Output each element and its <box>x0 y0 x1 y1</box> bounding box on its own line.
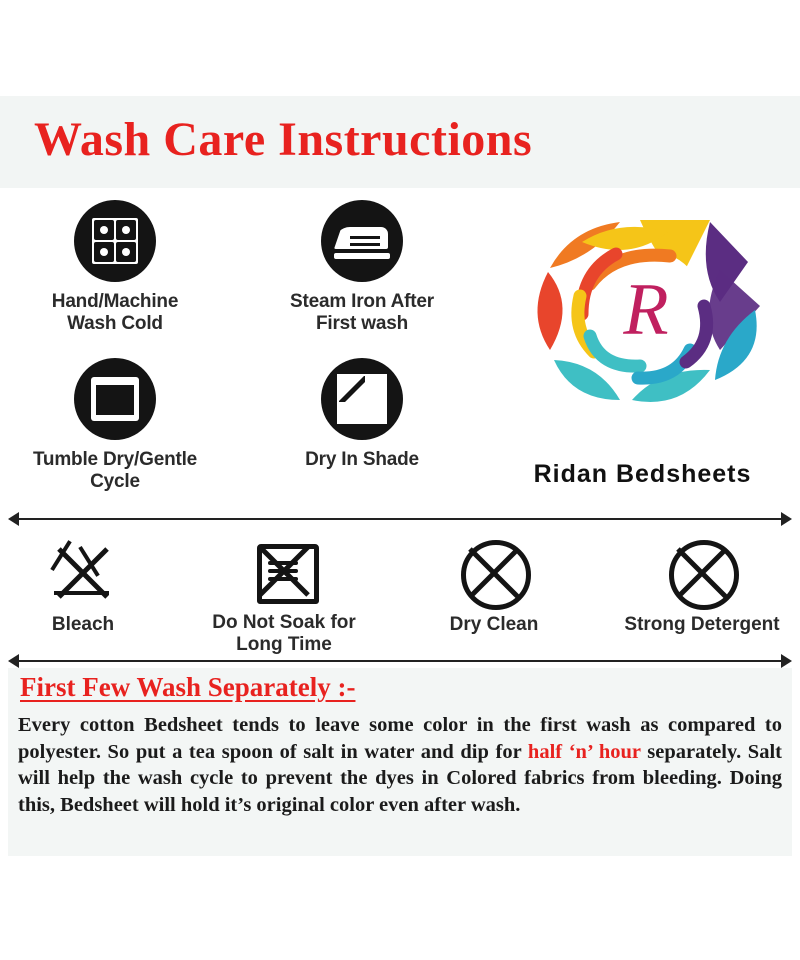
care-item-dry-in-shade <box>272 358 452 471</box>
care-item-steam-iron <box>272 200 452 335</box>
notice-title: First Few Wash Separately :- <box>20 672 356 702</box>
care-label-line1: Tumble Dry/Gentle <box>32 449 198 470</box>
notice-body-part2: separately. Salt will help the wash cycle to prevent the dyes in Colored fabrics from bleeding. Doing this, Bedsheet will hold it’s original color even after wash. <box>18 740 782 816</box>
tumble-dry-icon <box>74 358 156 440</box>
prohibited-item-bleach <box>18 540 148 636</box>
no-strong-detergent-icon <box>669 540 735 606</box>
page-title: Wash Care Instructions <box>34 113 533 166</box>
divider-arrow-top <box>8 512 792 526</box>
care-item-hand-machine-wash-cold <box>32 200 198 335</box>
notice-body-part1: Every cotton Bedsheet tends to leave some color in the first wash as compared to polyester. So put a tea spoon of salt in water and dip for <box>18 714 782 763</box>
prohibited-label-do-not-soak <box>198 612 370 656</box>
prohibited-item-strong-detergent <box>622 540 782 636</box>
brand-logo-svg <box>520 210 765 420</box>
care-label-hand-machine-wash-cold <box>32 291 198 335</box>
care-label-tumble-dry <box>32 449 198 493</box>
dry-in-shade-icon <box>321 358 403 440</box>
notice-body-highlight: half ‘n’ hour <box>527 740 641 763</box>
notice-body <box>18 712 782 819</box>
care-label-line1: Hand/Machine <box>51 291 179 312</box>
brand-monogram: R <box>623 269 669 351</box>
iron-icon <box>321 200 403 282</box>
care-item-tumble-dry <box>32 358 198 493</box>
no-soak-icon <box>251 538 317 604</box>
care-label-dry-in-shade: Dry In Shade <box>305 449 419 470</box>
prohibited-label-bleach: Bleach <box>51 614 115 635</box>
brand-logo <box>520 210 765 420</box>
prohibited-item-do-not-soak <box>198 538 370 656</box>
care-label-line1: Steam Iron After <box>290 291 434 312</box>
prohibited-item-dry-clean <box>428 540 560 636</box>
no-bleach-icon <box>50 540 116 606</box>
prohibited-label-dry-clean: Dry Clean <box>449 614 539 635</box>
brand-name: Ridan Bedsheets <box>533 460 752 488</box>
care-label-steam-iron <box>272 291 452 335</box>
machine-wash-icon <box>74 200 156 282</box>
care-label-line2: Wash Cold <box>67 313 163 335</box>
care-label-line2: First wash <box>316 313 408 335</box>
prohibited-label-strong-detergent: Strong Detergent <box>624 614 780 635</box>
no-dry-clean-icon <box>461 540 527 606</box>
prohibited-label-line1: Do Not Soak for <box>212 612 356 633</box>
divider-arrow-bottom <box>8 654 792 668</box>
prohibited-label-line2: Long Time <box>236 634 332 656</box>
care-label-line2: Cycle <box>90 471 140 493</box>
